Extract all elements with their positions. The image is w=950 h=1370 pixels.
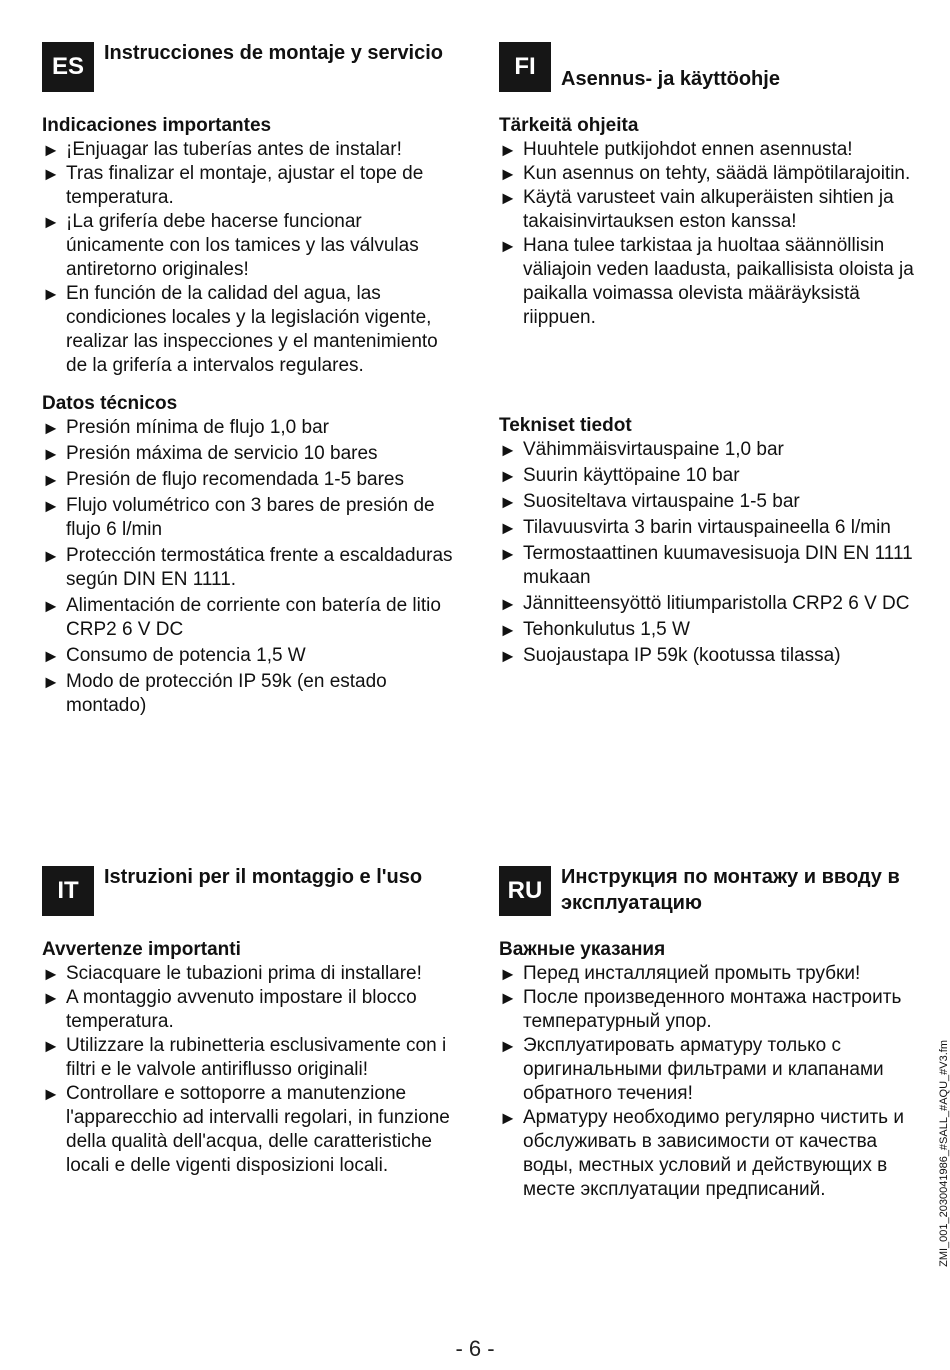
tech-heading: Datos técnicos [42,393,178,414]
list-item: ► Käytä varusteet vain alkuperäisten sihtien ja takaisinvirtauksen eston kanssa! [499,186,919,234]
section-fi-tech [499,414,919,670]
list-item: ► Tras finalizar el montaje, ajustar el tope de temperatura. [42,162,462,210]
important-list [499,138,919,330]
list-item: ► Tehonkulutus 1,5 W [499,618,919,642]
important-heading: Avvertenze importanti [42,939,241,960]
list-item: ► Sciacquare le tubazioni prima di installare! [42,962,462,986]
list-item: ► Modo de protección IP 59k (en estado montado) [42,670,462,718]
important-heading: Важные указания [499,939,666,960]
important-list [42,962,462,1178]
list-item: ► Hana tulee tarkistaa ja huoltaa säännöllisin väliajoin veden laadusta, paikallisista oloista ja paikalla voimassa olevista määräyksistä riippuen. [499,234,919,330]
list-item: ► Protección termostática frente a escaldaduras según DIN EN 1111. [42,544,462,592]
list-item: ► ¡Enjuagar las tuberías antes de instalar! [42,138,462,162]
language-badge-es: ES [42,42,94,92]
list-item: ► Jännitteensyöttö litiumparistolla CRP2 6 V DC [499,592,919,616]
section-title: Инструкция по монтажу и вводу в эксплуатацию [561,866,900,914]
list-item: ► Перед инсталляцией промыть трубки! [499,962,919,986]
important-list [42,138,462,378]
section-title: Asennus- ja käyttöohje [561,68,780,90]
important-heading: Tärkeitä ohjeita [499,115,639,136]
tech-list [42,416,462,718]
list-item: ► Consumo de potencia 1,5 W [42,644,462,668]
list-item: ► Suositeltava virtauspaine 1-5 bar [499,490,919,514]
section-header [499,866,919,918]
section-header [499,42,919,94]
list-item: ► После произведенного монтажа настроить температурный упор. [499,986,919,1034]
section-fi [499,42,919,330]
section-it [42,866,462,1178]
list-item: ► Vähimmäisvirtauspaine 1,0 bar [499,438,919,462]
section-header [42,866,462,918]
section-es [42,42,462,720]
list-item: ► Suurin käyttöpaine 10 bar [499,464,919,488]
list-item: ► Utilizzare la rubinetteria esclusivamente con i filtri e le valvole antiriflusso originali! [42,1034,462,1082]
list-item: ► Termostaattinen kuumavesisuoja DIN EN 1111 mukaan [499,542,919,590]
list-item: ► Kun asennus on tehty, säädä lämpötilarajoitin. [499,162,919,186]
list-item: ► Controllare e sottoporre a manutenzione l'apparecchio ad intervalli regolari, in funzione della qualità dell'acqua, delle caratteristiche locali e delle vigenti disposizioni locali. [42,1082,462,1178]
file-reference-code: ZMI_001_2030041986_#SALL_#AQU_#V3.fm [938,1040,950,1267]
section-header [42,42,462,94]
list-item: ► Presión mínima de flujo 1,0 bar [42,416,462,440]
page-number: - 6 - [455,1336,495,1361]
section-ru [499,866,919,1202]
list-item: ► En función de la calidad del agua, las condiciones locales y la legislación vigente, realizar las inspecciones y el mantenimiento de la grifería a intervalos regulares. [42,282,462,378]
important-heading: Indicaciones importantes [42,115,272,136]
language-badge-it: IT [42,866,94,916]
language-badge-fi: FI [499,42,551,92]
important-list [499,962,919,1202]
section-title: Instrucciones de montaje y servicio [104,42,444,64]
tech-list [499,438,919,668]
list-item: ► Эксплуатировать арматуру только с оригинальными фильтрами и клапанами обратного течения! [499,1034,919,1106]
list-item: ► Tilavuusvirta 3 barin virtauspaineella 6 l/min [499,516,919,540]
list-item: ► Арматуру необходимо регулярно чистить и обслуживать в зависимости от качества воды, местных условий и действующих в месте эксплуатации предписаний. [499,1106,919,1202]
list-item: ► Presión de flujo recomendada 1-5 bares [42,468,462,492]
list-item: ► Alimentación de corriente con batería de litio CRP2 6 V DC [42,594,462,642]
tech-heading: Tekniset tiedot [499,415,632,436]
list-item: ► Suojaustapa IP 59k (kootussa tilassa) [499,644,919,668]
list-item: ► Presión máxima de servicio 10 bares [42,442,462,466]
section-title: Istruzioni per il montaggio e l'uso [104,866,423,888]
list-item: ► Flujo volumétrico con 3 bares de presión de flujo 6 l/min [42,494,462,542]
list-item: ► A montaggio avvenuto impostare il blocco temperatura. [42,986,462,1034]
language-badge-ru: RU [499,866,551,916]
list-item: ► ¡La grifería debe hacerse funcionar únicamente con los tamices y las válvulas antiretorno originales! [42,210,462,282]
list-item: ► Huuhtele putkijohdot ennen asennusta! [499,138,919,162]
